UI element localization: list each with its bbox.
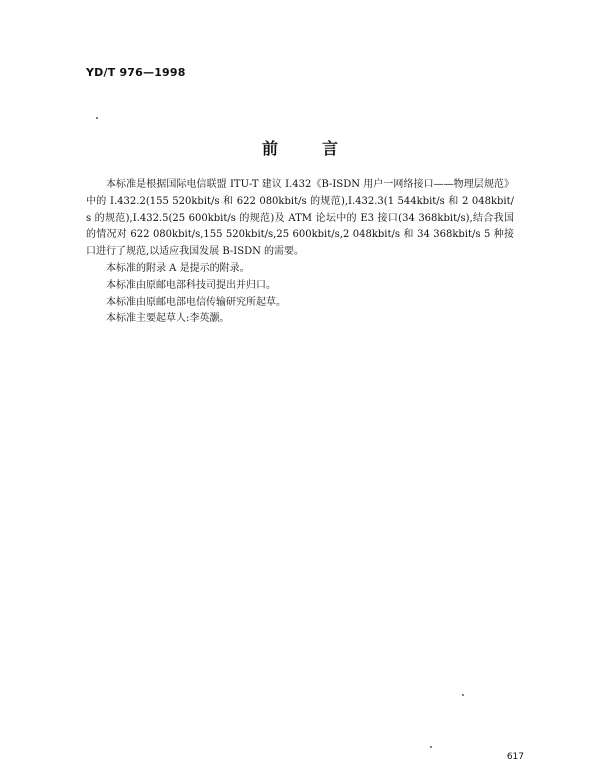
scan-speck	[462, 694, 464, 696]
foreword-paragraph: 本标准由原邮电部科技司提出并归口。	[106, 279, 276, 291]
page-number: 617	[506, 752, 524, 762]
foreword-body	[86, 177, 514, 328]
page-title: 前言	[261, 139, 382, 158]
foreword-paragraph: 本标准主要起草人:李英灏。	[106, 313, 230, 325]
foreword-paragraph: 本标准由原邮电部电信传输研究所起草。	[106, 296, 286, 308]
foreword-paragraph: 本标准是根据国际电信联盟 ITU-T 建议 I.432《B-ISDN 用户一网络接口——物理层规范》中的 I.432.2(155 520kbit/s 和 622 080kbit/s 的规范),I.432.3(1 544kbit/s 和 2 048kbit/s 的规范),I.432.5(25 600kbit/s 的规范)及 ATM 论坛中的 E3 接口(34 368kbit/s),结合我国的情况对 622 080kbit/s,155 520kbit/s,25 600kbit/s,2 048kbit/s 和 34 368kbit/s 5 种接口进行了规范,以适应我国发展 B-ISDN 的需要。	[86, 179, 514, 258]
standard-code: YD/T 976—1998	[86, 66, 186, 79]
scan-speck	[96, 117, 98, 119]
foreword-paragraph: 本标准的附录 A 是提示的附录。	[106, 262, 250, 274]
scan-speck	[430, 746, 432, 748]
